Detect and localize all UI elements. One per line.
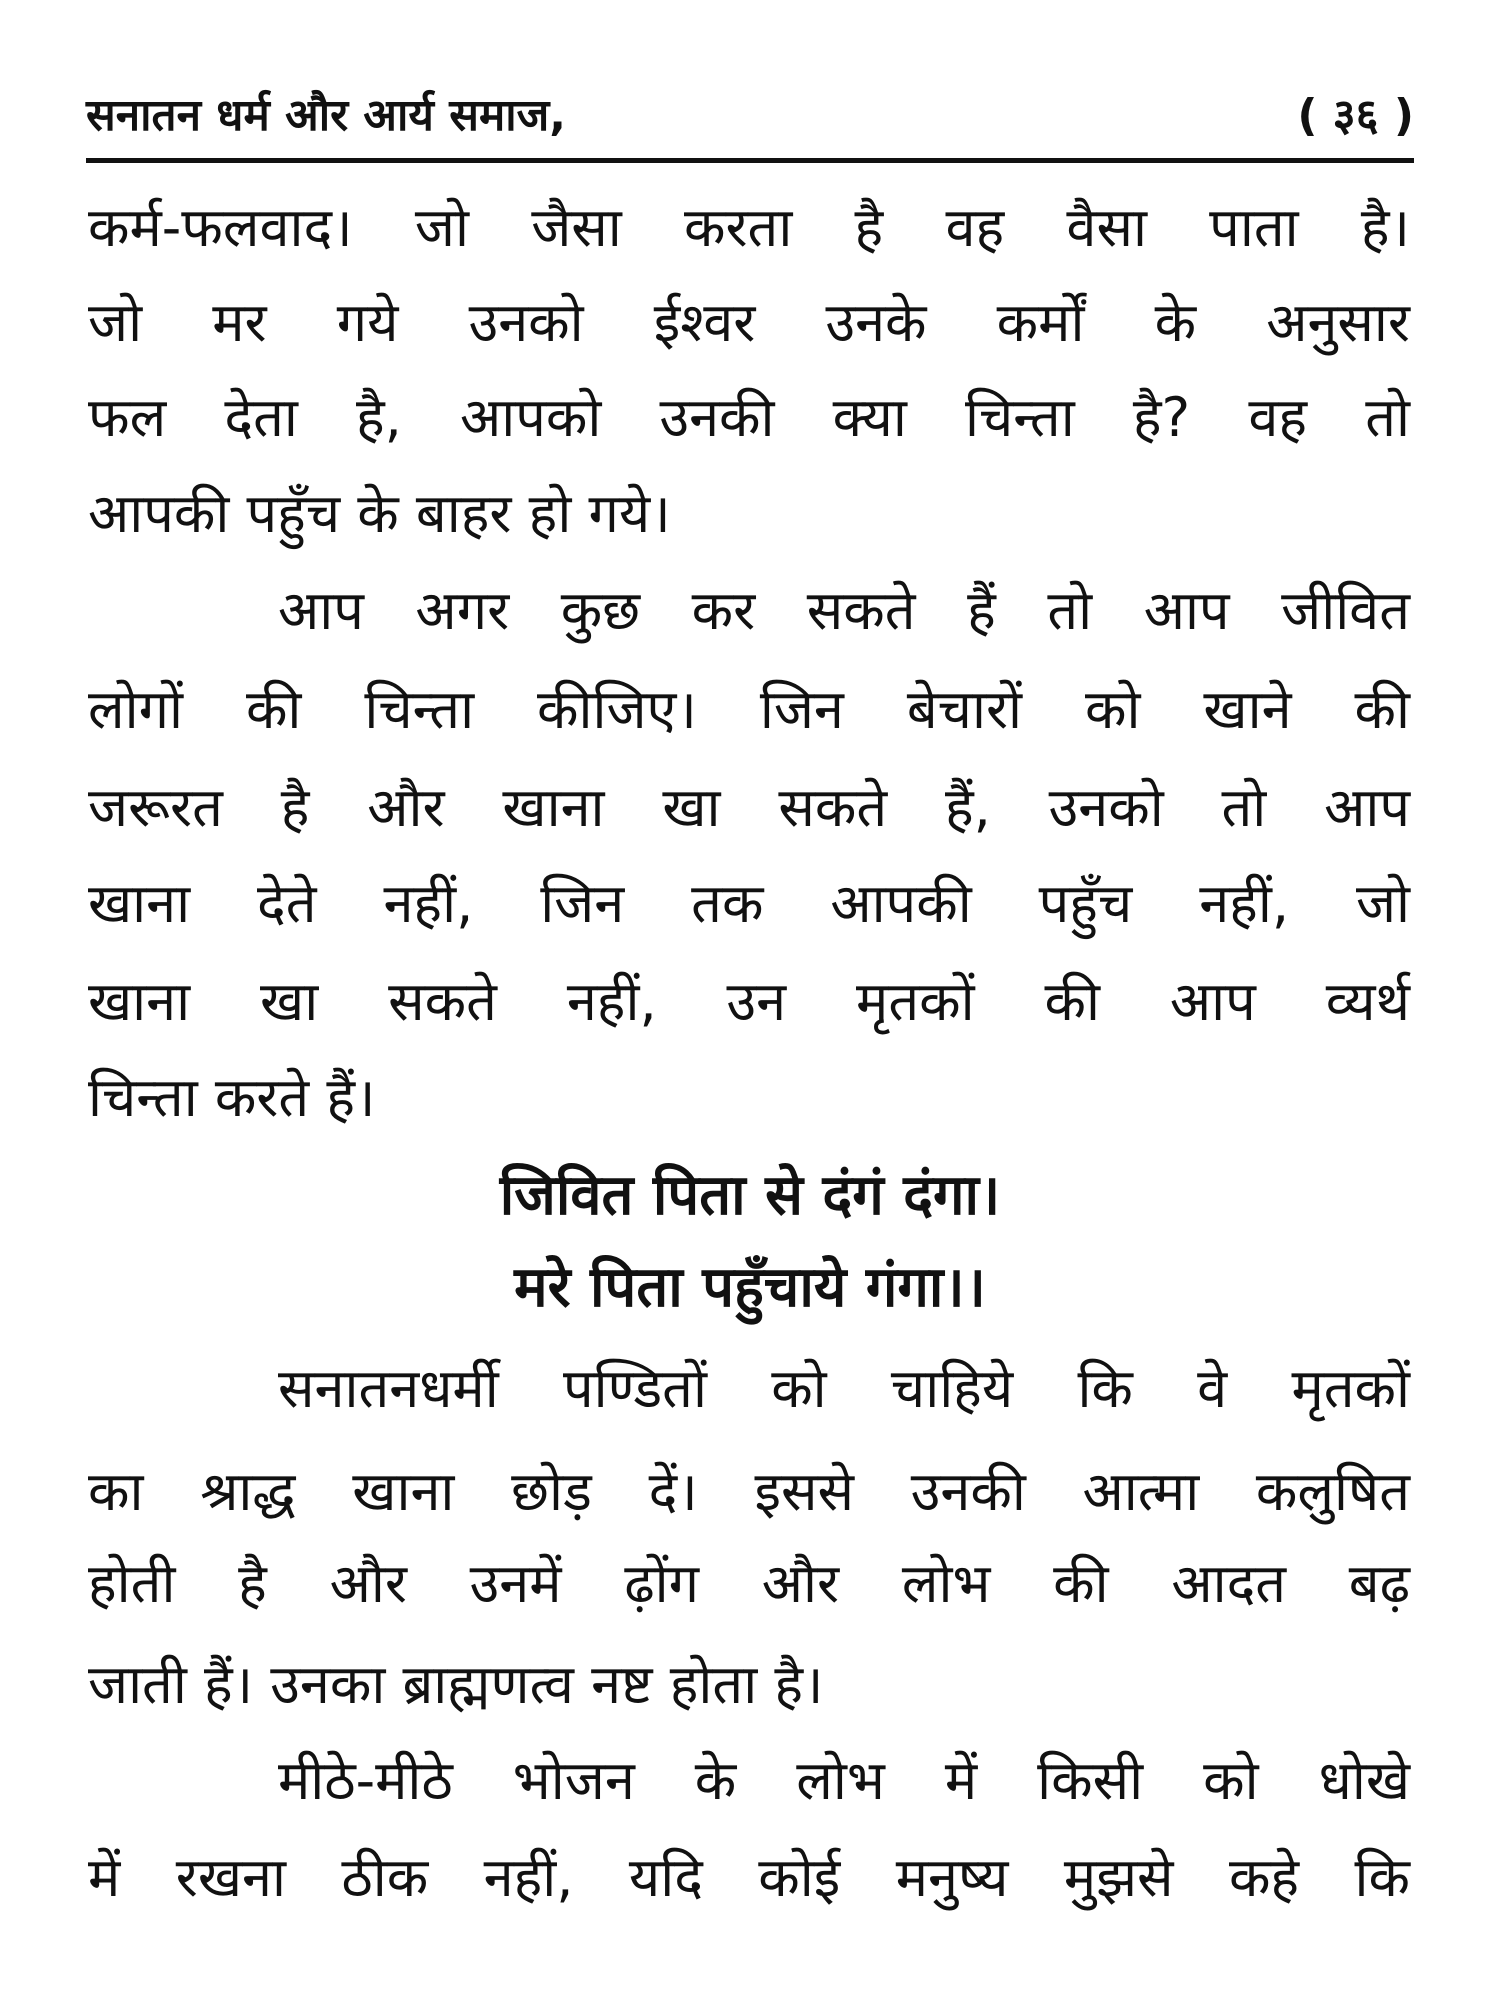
- text-line: आप अगर कुछ कर सकते हैं तो आप जीवित: [278, 579, 1410, 642]
- text-line: का श्राद्ध खाना छोड़ दें। इससे उनकी आत्मा कलुषित: [88, 1460, 1410, 1523]
- text-line: मीठे-मीठे भोजन के लोभ में किसी को धोखे: [278, 1749, 1410, 1812]
- verse-line: जिवित पिता से दंगं दंगा।: [499, 1163, 1001, 1228]
- text-line: लोगों की चिन्ता कीजिए। जिन बेचारों को खाने की: [88, 678, 1410, 741]
- text-line: जो मर गये उनको ईश्वर उनके कर्मों के अनुसार: [88, 291, 1410, 354]
- text-line: कर्म-फलवाद। जो जैसा करता है वह वैसा पाता है।: [88, 196, 1410, 259]
- page-number: ( ३६ ): [1297, 90, 1414, 141]
- text-line: सनातनधर्मी पण्डितों को चाहिये कि वे मृतकों: [278, 1357, 1410, 1420]
- running-header-title: सनातन धर्म और आर्य समाज,: [86, 90, 567, 141]
- text-line: होती है और उनमें ढ़ोंग और लोभ की आदत बढ़: [88, 1552, 1410, 1615]
- text-line: फल देता है, आपको उनकी क्या चिन्ता है? वह तो: [88, 386, 1410, 449]
- text-line: आपकी पहुँच के बाहर हो गये।: [88, 482, 671, 545]
- text-line: चिन्ता करते हैं।: [88, 1066, 376, 1129]
- text-line: में रखना ठीक नहीं, यदि कोई मनुष्य मुझसे कहे कि: [88, 1846, 1410, 1909]
- text-line: जाती हैं। उनका ब्राह्मणत्व नष्ट होता है।: [88, 1653, 824, 1716]
- header-rule: [86, 158, 1414, 163]
- verse-line: मरे पिता पहुँचाये गंगा।।: [514, 1255, 986, 1320]
- text-line: खाना देते नहीं, जिन तक आपकी पहुँच नहीं, जो: [88, 872, 1410, 935]
- text-line: खाना खा सकते नहीं, उन मृतकों की आप व्यर्थ: [88, 970, 1410, 1033]
- text-line: जरूरत है और खाना खा सकते हैं, उनको तो आप: [88, 776, 1410, 839]
